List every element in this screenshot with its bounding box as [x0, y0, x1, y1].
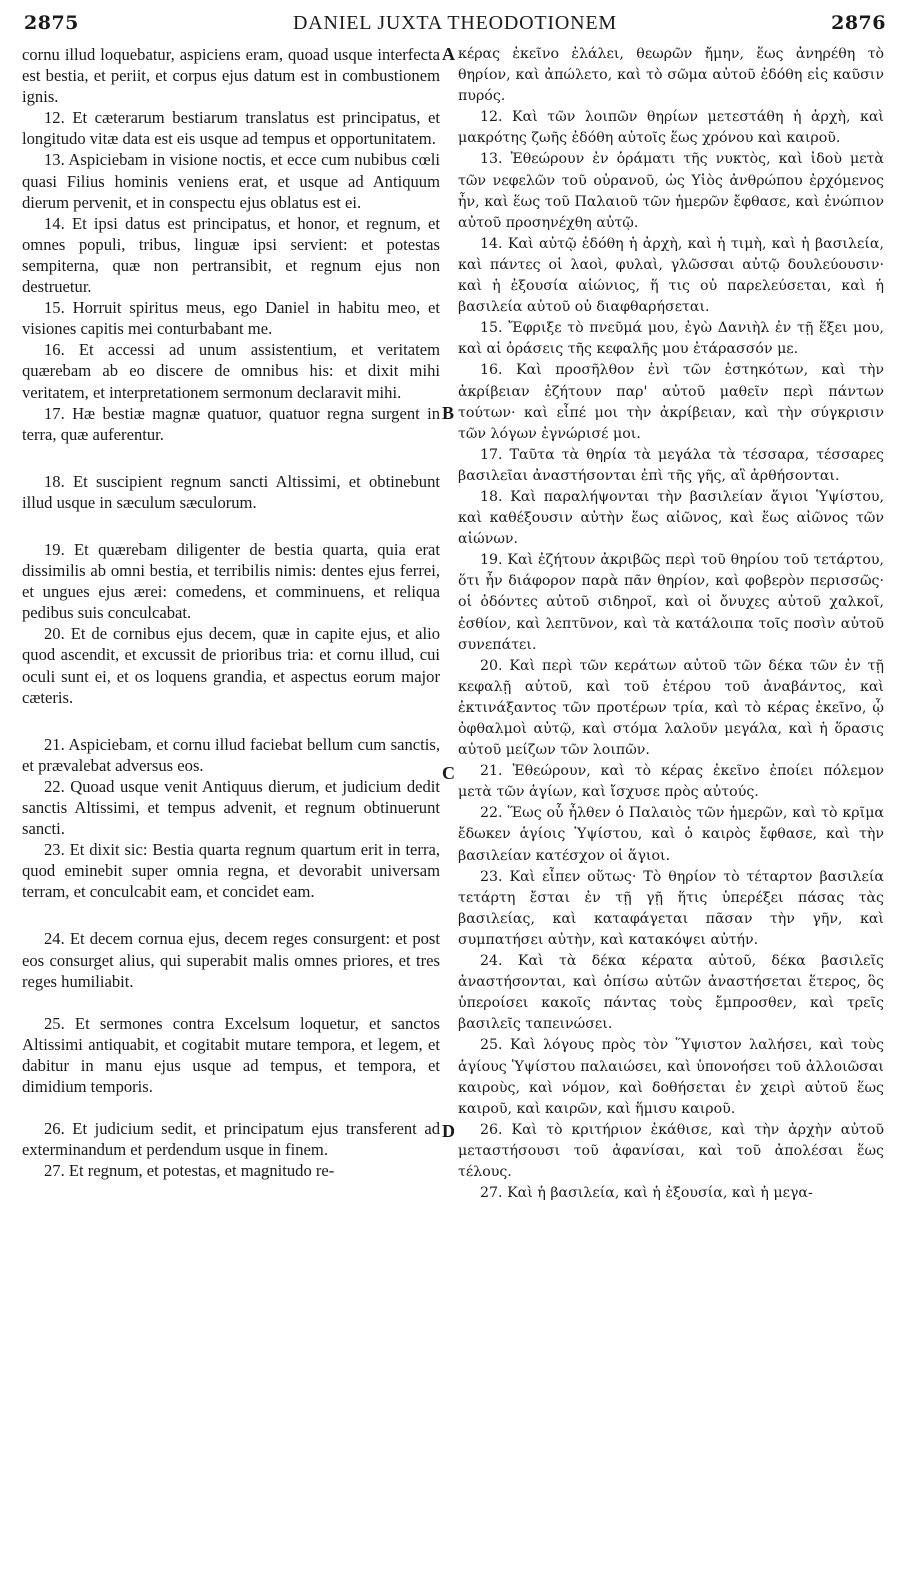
greek-verse-15: 15. Ἔφριξε τὸ πνεῦμά μου, ἐγὼ Δανιὴλ ἐν τῇ ἕξει μου, καὶ αἱ ὁράσεις τῆς κεφαλῆς μου ἐτάρασσόν με.	[458, 320, 884, 358]
greek-verse-18: 18. Καὶ παραλήψονται τὴν βασιλείαν ἅγιοι Ὑψίστου, καὶ καθέξουσιν αὐτὴν ἕως αἰῶνος, καὶ ἕως αἰῶνος τῶν αἰώνων.	[458, 488, 884, 548]
greek-verse-11-cont: κέρας ἐκεῖνο ἐλάλει, θεωρῶν ἤμην, ἕως ἀνηρέθη τὸ θηρίον, καὶ ἀπώλετο, καὶ τὸ σῶμα αὐτοῦ ἐδόθη εἰς καῦσιν πυρός.	[458, 46, 884, 105]
running-title: DANIEL JUXTA THEODOTIONEM	[293, 12, 617, 34]
latin-verse-18: 18. Et suscipient regnum sancti Altissimi, et obtinebunt illud usque in sæculum sæculorum.	[22, 471, 440, 512]
greek-verse-12: 12. Καὶ τῶν λοιπῶν θηρίων μετεστάθη ἡ ἀρχὴ, καὶ μακρότης ζωῆς ἐδόθη αὐτοῖς ἕως χρόνου καὶ καιροῦ.	[458, 109, 884, 147]
latin-verse-13: 13. Aspiciebam in visione noctis, et ecce cum nubibus cœli quasi Filius hominis veniens erat, et usque ad Antiquum dierum pervenit, et in conspectu ejus oblatus est ei.	[22, 150, 440, 212]
margin-letter-b: B	[442, 403, 455, 423]
latin-verse-21: 21. Aspiciebam, et cornu illud faciebat bellum cum sanctis, et prævalebat adversus eos.	[22, 734, 440, 775]
latin-column	[22, 44, 440, 1570]
greek-verse-27: 27. Καὶ ἡ βασιλεία, καὶ ἡ ἐξουσία, καὶ ἡ μεγα-	[480, 1185, 813, 1202]
latin-verse-24: 24. Et decem cornua ejus, decem reges consurgent: et post eos consurget alius, qui superabit malis omnes priores, et tres reges humiliabit.	[22, 929, 440, 991]
latin-verse-14: 14. Et ipsi datus est principatus, et honor, et regnum, et omnes populi, tribus, linguæ ipsi servient: et potestas sempiterna, quæ non pertransibit, et regnum ejus non destruetur.	[22, 213, 440, 297]
page-number-right: 2876	[831, 12, 886, 34]
running-header	[24, 8, 886, 38]
greek-verse-19: 19. Καὶ ἐζήτουν ἀκριβῶς περὶ τοῦ θηρίου τοῦ τετάρτου, ὅτι ἦν διάφορον παρὰ πᾶν θηρίον, καὶ φοβερὸν περισσῶς· οἱ ὀδόντες αὐτοῦ σιδηροῖ, καὶ οἱ ὄνυχες αὐτοῦ χαλκοῖ, ἐσθίον, καὶ λεπτῦνον, καὶ τὰ κατάλοιπα τοῖς ποσὶν αὐτοῦ συνεπάτει.	[458, 552, 884, 653]
margin-letter-c: C	[442, 763, 455, 783]
margin-letter-d: D	[442, 1121, 455, 1141]
greek-verse-16: 16. Καὶ προσῆλθον ἑνὶ τῶν ἑστηκότων, καὶ τὴν ἀκρίβειαν ἐζήτουν παρ' αὐτοῦ μαθεῖν περὶ πάντων τούτων· καὶ εἶπέ μοι τὴν ἀκρίβειαν, καὶ τὴν σύγκρισιν τῶν λόγων ἐγνώρισέ μοι.	[458, 362, 884, 442]
latin-verse-11-cont: cornu illud loquebatur, aspiciens eram, quoad usque interfecta est bestia, et periit, et corpus ejus datum est in combustionem ignis.	[22, 45, 440, 107]
greek-column	[458, 44, 884, 1570]
latin-verse-19: 19. Et quærebam diligenter de bestia quarta, quia erat dissimilis ab omni bestia, et terribilis nimis: dentes ejus ferrei, et ungues ejus ærei: comedens, et comminuens, et reliqua pedibus suis conculcabat.	[22, 539, 440, 623]
greek-verse-21: 21. Ἐθεώρουν, καὶ τὸ κέρας ἐκεῖνο ἐποίει πόλεμον μετὰ τῶν ἁγίων, καὶ ἴσχυσε πρὸς αὐτούς.	[458, 763, 884, 801]
latin-verse-16: 16. Et accessi ad unum assistentium, et veritatem quærebam ab eo discere de omnibus his: et dixit mihi veritatem, et interpretationem sermonum declaravit mihi.	[22, 340, 440, 402]
latin-verse-23: 23. Et dixit sic: Bestia quarta regnum quartum erit in terra, quod eminebit super omnia regna, et devorabit universam terram, et conculcabit eam, et concidet eam.	[22, 840, 440, 902]
greek-verse-14: 14. Καὶ αὐτῷ ἐδόθη ἡ ἀρχὴ, καὶ ἡ τιμὴ, καὶ ἡ βασιλεία, καὶ πάντες οἱ λαοὶ, φυλαὶ, γλῶσσαι αὐτῷ δουλεύουσιν· καὶ ἡ ἐξουσία αἰώνιος, ἥ τις οὐ παρελεύσεται, καὶ ἡ βασιλεία αὐτοῦ οὐ διαφθαρήσεται.	[458, 235, 884, 316]
greek-verse-17: 17. Ταῦτα τὰ θηρία τὰ μεγάλα τὰ τέσσαρα, τέσσαρες βασιλεῖαι ἀναστήσονται ἐπὶ τῆς γῆς, αἳ ἀρθήσονται.	[458, 446, 884, 484]
latin-verse-12: 12. Et cæterarum bestiarum translatus est principatus, et longitudo vitæ data est eis usque ad tempus et opportunitatem.	[22, 108, 440, 149]
greek-verse-13: 13. Ἐθεώρουν ἐν ὁράματι τῆς νυκτὸς, καὶ ἰδοὺ μετὰ τῶν νεφελῶν τοῦ οὐρανοῦ, ὡς Υἱὸς ἀνθρώπου ἐρχόμενος ἦν, καὶ ἕως τοῦ Παλαιοῦ τῶν ἡμερῶν ἔφθασε, καὶ ἐνώπιον αὐτοῦ προσηνέχθη αὐτῷ.	[458, 151, 884, 231]
latin-verse-22: 22. Quoad usque venit Antiquus dierum, et judicium dedit sanctis Altissimi, et tempus advenit, et regnum obtinuerunt sancti.	[22, 776, 440, 839]
greek-verse-25: 25. Καὶ λόγους πρὸς τὸν Ὕψιστον λαλήσει, καὶ τοὺς ἁγίους Ὑψίστου παλαιώσει, καὶ ὑπονοήσει τοῦ ἀλλοιῶσαι καιροὺς, καὶ νόμον, καὶ δοθήσεται ἐν χειρὶ αὐτοῦ ἕως καιροῦ, καὶ καιρῶν, καὶ ἥμισυ καιροῦ.	[458, 1037, 884, 1117]
greek-verse-23: 23. Καὶ εἶπεν οὕτως· Τὸ θηρίον τὸ τέταρτον βασιλεία τετάρτη ἔσται ἐν τῇ γῇ ἥτις ὑπερέξει πάσας τὰς βασιλείας, καὶ καταφάγεται πᾶσαν τὴν γῆν, καὶ συμπατήσει αὐτὴν, καὶ κατακόψει αὐτήν.	[458, 868, 884, 948]
latin-verse-25: 25. Et sermones contra Excelsum loquetur, et sanctos Altissimi antiquabit, et cogitabit mutare tempora, et legem, et dabitur in manu ejus usque ad tempus, et tempora, et dimidium temporis.	[22, 1013, 440, 1097]
page-number-left: 2875	[24, 12, 79, 34]
greek-verse-24: 24. Καὶ τὰ δέκα κέρατα αὐτοῦ, δέκα βασιλεῖς ἀναστήσονται, καὶ ὀπίσω αὐτῶν ἀναστήσεται ἕτερος, ὃς ὑπεροίσει κακοῖς πάντας τοὺς ἔμπροσθεν, καὶ τρεῖς βασιλεῖς ταπεινώσει.	[458, 953, 884, 1033]
latin-verse-20: 20. Et de cornibus ejus decem, quæ in capite ejus, et alio quod ascendit, et excussit de prioribus tria: et cornu illud, cui oculi sunt ei, et os loquens grandia, et aspectus eorum major cæteris.	[22, 624, 440, 707]
latin-verse-26: 26. Et judicium sedit, et principatum ejus transferent ad exterminandum et perdendum usque in finem.	[22, 1119, 440, 1160]
latin-verse-27: 27. Et regnum, et potestas, et magnitudo re-	[44, 1161, 335, 1181]
latin-verse-15: 15. Horruit spiritus meus, ego Daniel in habitu meo, et visiones capitis mei conturbabant me.	[22, 298, 440, 339]
margin-letter-a: A	[442, 44, 455, 64]
greek-verse-20: 20. Καὶ περὶ τῶν κεράτων αὐτοῦ τῶν δέκα τῶν ἐν τῇ κεφαλῇ αὐτοῦ, καὶ τοῦ ἑτέρου τοῦ ἀναβάντος, καὶ ἐκτινάξαντος τῶν προτέρων τρία, καὶ τὸ κέρας ἐκεῖνο, ᾧ ὀφθαλμοὶ αὐτῷ, καὶ στόμα λαλοῦν μεγάλα, καὶ ἡ ὅρασις αὐτοῦ μείζων τῶν λοιπῶν.	[458, 657, 884, 759]
latin-verse-17: 17. Hæ bestiæ magnæ quatuor, quatuor regna surgent in terra, quæ auferentur.	[22, 403, 440, 444]
greek-verse-26: 26. Καὶ τὸ κριτήριον ἐκάθισε, καὶ τὴν ἀρχὴν αὐτοῦ μεταστήσουσι τοῦ ἀφανίσαι, καὶ τοῦ ἀπολέσαι ἕως τέλους.	[458, 1121, 884, 1180]
greek-verse-22: 22. Ἕως οὗ ἦλθεν ὁ Παλαιὸς τῶν ἡμερῶν, καὶ τὸ κρῖμα ἔδωκεν ἁγίοις Ὑψίστου, καὶ ὁ καιρὸς ἔφθασε, καὶ τὴν βασιλείαν κατέσχον οἱ ἅγιοι.	[458, 805, 884, 864]
